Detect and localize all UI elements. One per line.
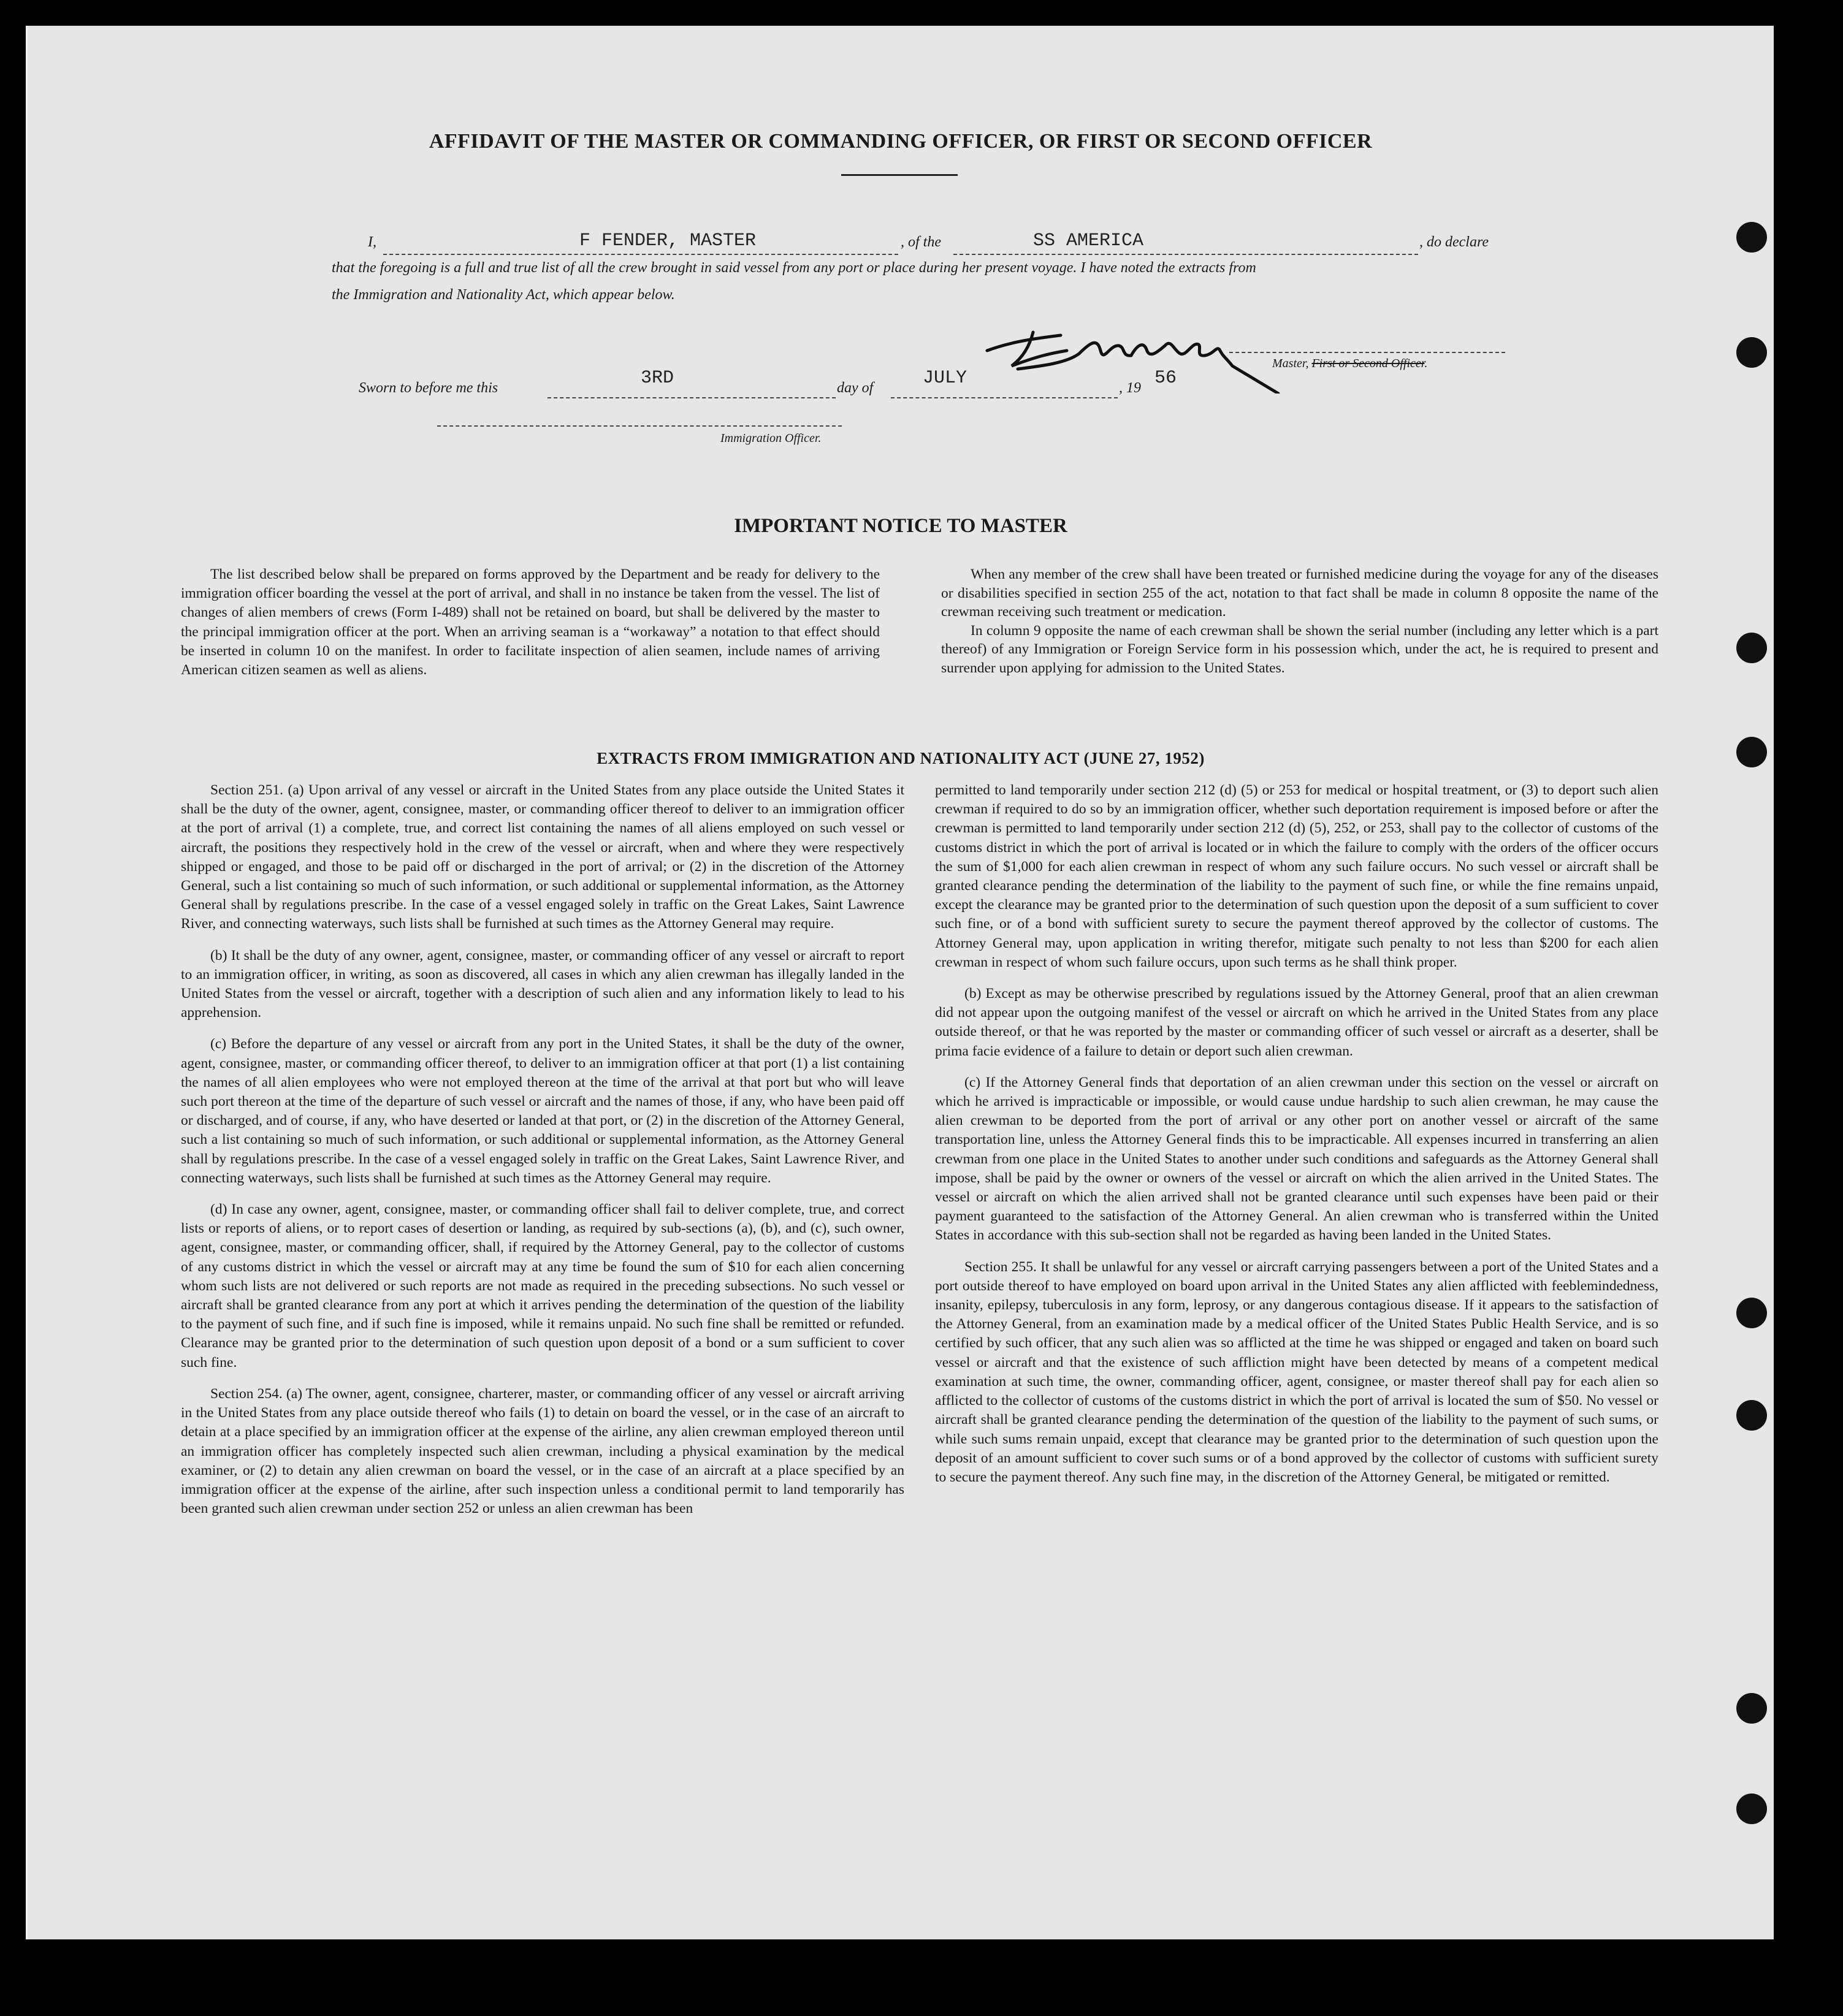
extract-right-paragraph: Section 255. It shall be unlawful for any vessel or aircraft carrying passengers between a port of the United States and a port outside thereof to have employed on board upon arrival in the United States any alien afflicted with feeblemindedness, insanity, epilepsy, tuberculosis in any form, leprosy, or any dangerous contagious disease. If it appears to the satisfaction of the Attorney General, from an examination made by a medical officer of the United States Public Health Service, and is so certified by such officer, that any such alien was so afflicted at the time he was shipped or engaged and taken on board such vessel or aircraft and that the existence of such affliction might have been detected by means of a competent medical examination at such time, the owner, commanding officer, agent, consignee, or master thereof shall pay for each alien so afflicted to the collector of customs of the customs district in which the port of arrival is located the sum of $50. No vessel or aircraft shall be granted clearance pending the determination of the question of the liability to the payment of such sums, or while such sums remain unpaid, except that clearance may be granted prior to the determination of such question upon the deposit of an amount sufficient to cover such sums or of a bond approved by the collector of customs with sufficient surety to secure the payment thereof. Any such fine may, in the discretion of the Attorney General, be mitigated or remitted. bbox=[935, 1258, 1658, 1485]
day-field: 3RD bbox=[641, 368, 674, 389]
do-declare-label: , do declare bbox=[1419, 234, 1489, 250]
extract-right-paragraph: permitted to land temporarily under section 212 (d) (5) or 253 for medical or hospital treatment, or (3) to deport such alien crewman if required to do so by an immigration officer, whether such deportation requirement is imposed before or after the crewman is permitted to land temporarily under section 212 (d) (5), 252, or 253, shall pay to the collector of customs of the customs district in which the port of arrival is located or in which the failure to comply with the orders of the officer occurs the sum of $1,000 for each alien crewman in respect of whom any such failure occurs. No such vessel or aircraft shall be granted clearance pending the determination of the liability to the payment of such fine, or while the fine remains unpaid, except the clearance may be granted prior to the determination of such question upon the deposit of a sum sufficient to cover such fine, or of a bond with sufficient surety to secure the payment thereof approved by the collector of customs. The Attorney General may, upon application in writing therefor, mitigate such penalty to not less than $200 for each alien crewman in respect of whom such failure occurs, upon such terms as he shall think proper. bbox=[935, 782, 1658, 970]
extract-right-paragraph: (c) If the Attorney General finds that deportation of an alien crewman under this section on the vessel or aircraft on which he arrived is impracticable or impossible, or would cause undue hardship to such alien crewman, he may cause the alien crewman to be deported from the port of arrival or any other port on another vessel or aircraft of the same transportation line, unless the Attorney General finds this to be impracticable. All expenses incurred in transferring an alien crewman from one place in the United States to another under such conditions and safeguards as the Attorney General shall impose, shall be paid by the owner or owners of the vessel or aircraft on which the alien arrived in the United States. The vessel or aircraft on which the alien arrived shall not be granted clearance until such expenses have been paid or their payment guaranteed to the satisfaction of the Attorney General. An alien crewman who is transferred within the United States in accordance with this sub-section shall not be regarded as having been landed in the United States. bbox=[935, 1074, 1658, 1244]
notice-right-column bbox=[941, 565, 1658, 690]
master-name-field: F FENDER, MASTER bbox=[579, 230, 757, 251]
extract-left-paragraph: (b) It shall be the duty of any owner, agent, consignee, master, or commanding officer of any vessel or aircraft to report to an immigration officer, in writing, as soon as discovered, all cases in which any alien crewman has illegally landed in the United States from the vessel or aircraft, together with a description of such alien and any information likely to lead to his apprehension. bbox=[181, 947, 904, 1021]
immigration-officer-line bbox=[437, 413, 842, 427]
year-field: 56 bbox=[1154, 368, 1177, 389]
punch-hole bbox=[1736, 1400, 1767, 1431]
punch-hole bbox=[1736, 1793, 1767, 1824]
extracts-title: EXTRACTS FROM IMMIGRATION AND NATIONALITY ACT (JUNE 27, 1952) bbox=[597, 749, 1205, 767]
document-page bbox=[26, 26, 1774, 1939]
year-prefix: , 19 bbox=[1119, 380, 1141, 396]
day-field-line bbox=[548, 382, 836, 398]
notice-left-column bbox=[181, 565, 880, 692]
punch-hole bbox=[1736, 737, 1767, 767]
punch-hole bbox=[1736, 633, 1767, 663]
extract-left-paragraph: Section 251. (a) Upon arrival of any vessel or aircraft in the United States from any place outside the United States it shall be the duty of the owner, agent, consignee, master, or commanding officer thereof to deliver to an immigration officer at the port of arrival (1) a complete, true, and correct list containing the names of all aliens employed on such vessel or aircraft, the positions they respectively hold in the crew of the vessel or aircraft, when and where they were respectively shipped or engaged, and those to be paid off or discharged in the port of arrival; or (2) in the discretion of the Attorney General, such a list containing so much of such information, or such additional or supplemental information, as the Attorney General shall by regulations prescribe. In the case of a vessel engaged solely in traffic on the Great Lakes, Saint Lawrence River, and connecting waterways, such lists shall be furnished at such times as the Attorney General may require. bbox=[181, 782, 904, 932]
extract-left-paragraph: (d) In case any owner, agent, consignee, master, or commanding officer shall fail to deliver complete, true, and correct lists or reports of aliens, or to report cases of desertion or landing, as required by sub-sections (a), (b), and (c), such owner, agent, consignee, master, or commanding officer, shall, if required by the Attorney General, pay to the collector of customs of any customs district in which the vessel or aircraft may at any time be found the sum of $10 for each alien concerning whom such lists are not delivered or such reports are not made as required in the preceding subsections. No such vessel or aircraft shall be granted clearance from any port at which it arrives pending the determination of the question of the liability to the payment of such fine, and if such fine is imposed, while it remains unpaid. No such fine shall be remitted or refunded. Clearance may be granted prior to the determination of such question upon deposit of a bond or a sum sufficient to cover such fine. bbox=[181, 1201, 904, 1371]
affidavit-text-line-2: that the foregoing is a full and true list of all the crew brought in said vessel from any port or place during her present voyage. I have noted the extracts from bbox=[332, 260, 1256, 276]
immigration-officer-label: Immigration Officer. bbox=[720, 432, 822, 445]
day-of-label: day of bbox=[837, 380, 874, 396]
extracts-right-column bbox=[935, 781, 1658, 1499]
punch-hole bbox=[1736, 222, 1767, 253]
punch-hole bbox=[1736, 1298, 1767, 1328]
affidavit-title: AFFIDAVIT OF THE MASTER OR COMMANDING OFFICER, OR FIRST OR SECOND OFFICER bbox=[429, 130, 1373, 153]
month-field: JULY bbox=[923, 368, 967, 389]
of-the-label: , of the bbox=[901, 234, 941, 250]
i-label: I, bbox=[368, 234, 376, 250]
struck-officer-label: First or Second Officer bbox=[1311, 357, 1425, 370]
master-label: Master, bbox=[1272, 357, 1309, 370]
extract-left-paragraph: Section 254. (a) The owner, agent, consignee, charterer, master, or commanding officer of any vessel or aircraft arriving in the United States from any place outside thereof who fails (1) to detain on board the vessel, or in the case of an aircraft to detain at a place specified by an immigration officer at the expense of the airline, any alien crewman employed thereon until an immigration officer has completely inspected such alien crewman, including a physical examination by the medical examiner, or (2) to detain any alien crewman on board the vessel, or in the case of an aircraft at a place specified by an immigration officer at the expense of the airline, after such inspection unless a conditional permit to land temporarily has been granted such alien crewman under section 252 or unless an alien crewman has been bbox=[181, 1385, 904, 1517]
extracts-left-column bbox=[181, 781, 904, 1531]
affidavit-text-line-3: the Immigration and Nationality Act, which appear below. bbox=[332, 287, 675, 303]
notice-title: IMPORTANT NOTICE TO MASTER bbox=[734, 515, 1067, 537]
signature-caption: Master, First or Second Officer. bbox=[1272, 357, 1428, 370]
notice-right-paragraph-1: When any member of the crew shall have been treated or furnished medicine during the voyage for any of the diseases or disabilities specified in section 255 of the act, notation to that fact shall be made in column 8 opposite the name of the crewman receiving such treatment or medication. bbox=[941, 566, 1658, 620]
notice-left-paragraph: The list described below shall be prepared on forms approved by the Department and be ready for delivery to the immigration officer boarding the vessel at the port of arrival, and shall in no instance be taken from the vessel. The list of changes of alien members of crews (Form I-489) shall not be retained on board, but shall be delivered by the master to the principal immigration officer at the port. When an arriving seaman is a “workaway” a notation to that effect should be inserted in column 10 on the manifest. In order to facilitate inspection of alien seamen, include names of arriving American citizen seamen as well as aliens. bbox=[181, 566, 880, 679]
vessel-field-line bbox=[953, 239, 1418, 255]
signature-line bbox=[1229, 340, 1505, 353]
extract-right-paragraph: (b) Except as may be otherwise prescribed by regulations issued by the Attorney General, proof that an alien crewman did not appear upon the outgoing manifest of the vessel or aircraft on which he arrived in the United States from any place outside thereof, or that he was reported by the master or commanding officer of such vessel or aircraft as a deserter, shall be prima facie evidence of a failure to detain or deport such alien crewman. bbox=[935, 986, 1658, 1059]
notice-right-paragraph-2: In column 9 opposite the name of each crewman shall be shown the serial number (including any letter which is a part thereof) of any Immigration or Foreign Service form in his possession which, under the act, he is required to present and surrender upon applying for admission to the United States. bbox=[941, 622, 1658, 676]
punch-hole bbox=[1736, 337, 1767, 368]
vessel-name-field: SS AMERICA bbox=[1033, 230, 1144, 251]
sworn-label: Sworn to before me this bbox=[359, 380, 498, 396]
punch-hole bbox=[1736, 1693, 1767, 1724]
extract-left-paragraph: (c) Before the departure of any vessel or aircraft from any port in the United States, it shall be the duty of the owner, agent, consignee, master, or commanding officer thereof, to deliver to an immigration officer at that port (1) a list containing the names of all alien employees who were not employed thereon at the time of the arrival at that port but who will leave such port thereon at the time of the departure of such vessel or aircraft and the names of those, if any, who have been paid off or discharged, and of course, if any, who have deserted or landed at that port, or (2) in the discretion of the Attorney General, such a list containing so much of such information, or such additional or supplemental information, as the Attorney General shall by regulations prescribe. In the case of a vessel engaged solely in traffic on the Great Lakes, Saint Lawrence River, and connecting waterways, such lists shall be furnished at such times as the Attorney General may require. bbox=[181, 1036, 904, 1186]
title-underline bbox=[841, 174, 958, 176]
